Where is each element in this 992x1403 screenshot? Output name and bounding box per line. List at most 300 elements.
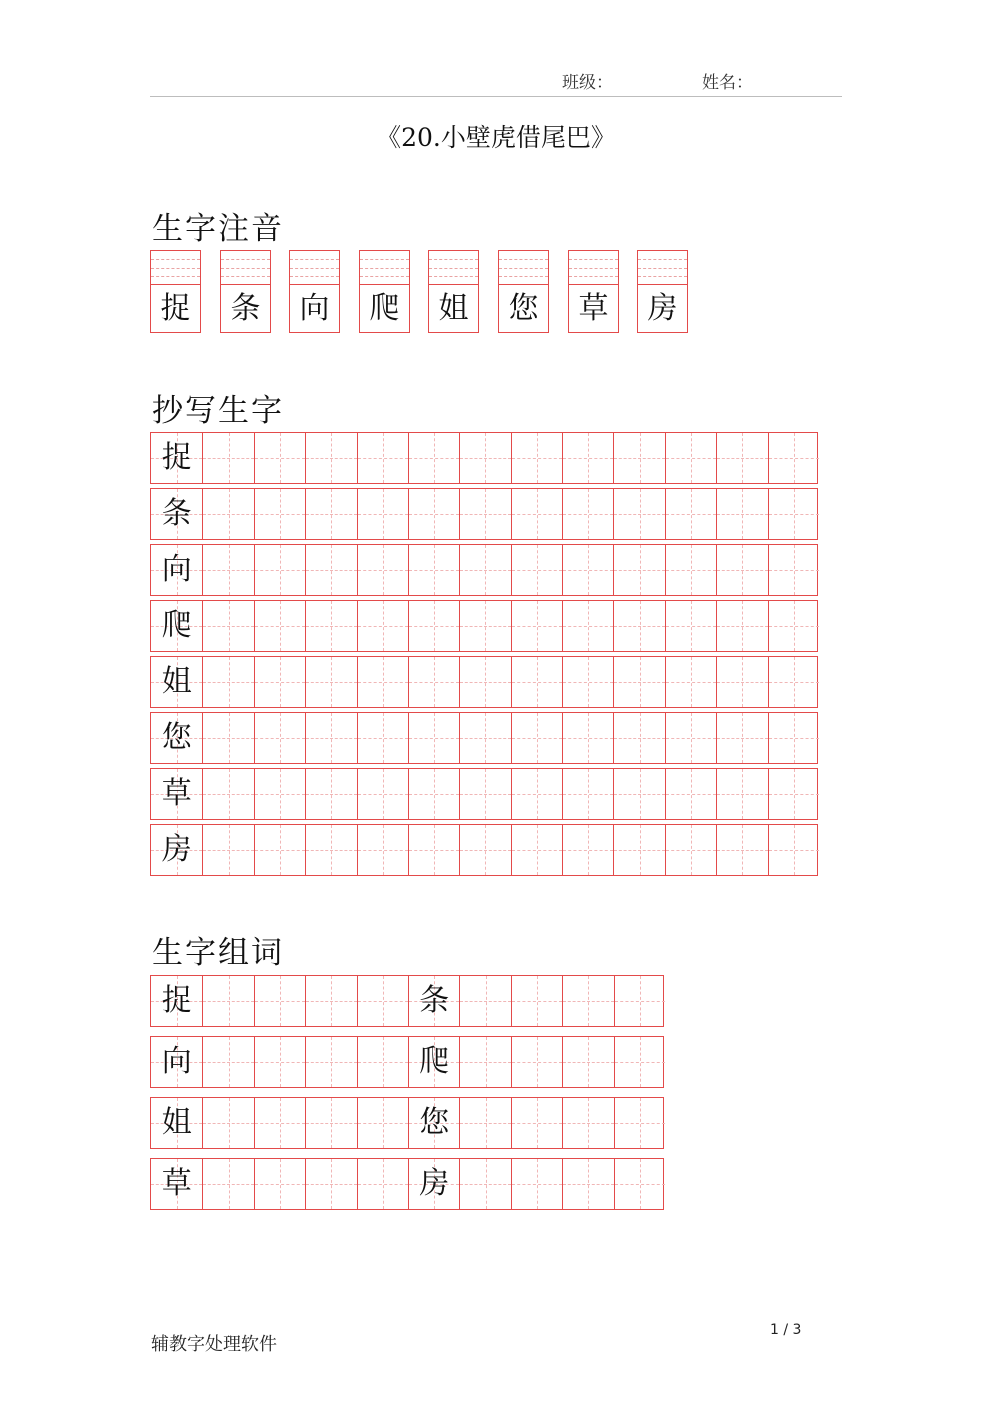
grid-cell[interactable] [151, 433, 202, 483]
grid-cell[interactable] [768, 489, 819, 539]
cell-guide-horizontal [614, 850, 664, 851]
cell-guide-horizontal [769, 682, 819, 683]
cell-guide-horizontal [306, 1184, 356, 1185]
cell-guide-horizontal [512, 570, 562, 571]
grid-cell[interactable] [202, 976, 253, 1026]
cell-guide-horizontal [614, 570, 664, 571]
grid-cell[interactable] [459, 601, 510, 651]
cell-guide-horizontal [255, 1001, 305, 1002]
cell-guide-horizontal [614, 794, 664, 795]
grid-cell[interactable] [305, 713, 356, 763]
cell-guide-horizontal [203, 1184, 253, 1185]
grid-cell[interactable] [613, 769, 664, 819]
model-character: 房 [161, 832, 192, 867]
grid-cell[interactable] [613, 433, 664, 483]
pinyin-box[interactable] [498, 250, 549, 333]
model-character: 向 [161, 552, 192, 587]
cell-guide-horizontal [512, 682, 562, 683]
grid-cell[interactable] [665, 601, 716, 651]
grid-row [150, 600, 818, 652]
cell-guide-horizontal [358, 1062, 408, 1063]
cell-guide-horizontal [306, 794, 356, 795]
cell-guide-horizontal [255, 458, 305, 459]
grid-cell[interactable] [459, 489, 510, 539]
pinyin-guide-line [221, 268, 270, 269]
cell-guide-horizontal [255, 626, 305, 627]
header-divider [150, 96, 842, 97]
grid-cell[interactable] [459, 1098, 510, 1148]
section-title-pinyin: 生字注音 [152, 211, 284, 247]
grid-cell[interactable] [562, 825, 613, 875]
grid-cell[interactable] [614, 976, 665, 1026]
pinyin-box[interactable] [289, 250, 340, 333]
grid-cell[interactable] [511, 713, 562, 763]
grid-cell[interactable] [562, 976, 613, 1026]
cell-guide-horizontal [203, 850, 253, 851]
pinyin-guide-line [151, 268, 200, 269]
grid-cell[interactable] [202, 545, 253, 595]
model-character: 捉 [161, 983, 192, 1018]
grid-cell[interactable] [511, 489, 562, 539]
grid-cell[interactable] [768, 769, 819, 819]
pinyin-guide-line [638, 268, 687, 269]
grid-cell[interactable] [459, 976, 510, 1026]
cell-guide-horizontal [203, 794, 253, 795]
grid-cell[interactable] [254, 1159, 305, 1209]
grid-row [150, 712, 818, 764]
cell-guide-horizontal [512, 850, 562, 851]
cell-guide-horizontal [358, 850, 408, 851]
cell-guide-horizontal [666, 738, 716, 739]
cell-guide-horizontal [409, 514, 459, 515]
grid-cell[interactable] [408, 825, 459, 875]
grid-cell[interactable] [254, 657, 305, 707]
cell-guide-horizontal [563, 458, 613, 459]
grid-cell[interactable] [511, 1159, 562, 1209]
grid-row [150, 1036, 664, 1088]
grid-cell[interactable] [408, 545, 459, 595]
grid-cell[interactable] [305, 769, 356, 819]
pinyin-guide-line [360, 259, 409, 260]
grid-cell[interactable] [562, 601, 613, 651]
pinyin-character: 条 [230, 291, 261, 326]
grid-row [150, 975, 664, 1027]
cell-guide-horizontal [203, 458, 253, 459]
cell-guide-horizontal [769, 514, 819, 515]
cell-guide-horizontal [358, 626, 408, 627]
pinyin-guide-line [429, 268, 478, 269]
cell-guide-horizontal [615, 1184, 665, 1185]
grid-cell[interactable] [459, 545, 510, 595]
grid-cell[interactable] [408, 1098, 459, 1148]
grid-cell[interactable] [305, 433, 356, 483]
cell-guide-horizontal [666, 570, 716, 571]
grid-cell[interactable] [151, 1037, 202, 1087]
grid-cell[interactable] [562, 1037, 613, 1087]
grid-cell[interactable] [408, 1159, 459, 1209]
grid-cell[interactable] [613, 713, 664, 763]
grid-cell[interactable] [305, 1098, 356, 1148]
pinyin-guide-line [290, 276, 339, 277]
grid-cell[interactable] [357, 489, 408, 539]
cell-guide-horizontal [460, 1123, 510, 1124]
pinyin-box[interactable] [359, 250, 410, 333]
pinyin-character: 姐 [438, 291, 469, 326]
grid-cell[interactable] [716, 545, 767, 595]
grid-cell[interactable] [408, 1037, 459, 1087]
grid-cell[interactable] [357, 713, 408, 763]
pinyin-guide-line [360, 276, 409, 277]
grid-cell[interactable] [254, 601, 305, 651]
grid-cell[interactable] [562, 489, 613, 539]
grid-cell[interactable] [614, 1098, 665, 1148]
grid-cell[interactable] [357, 433, 408, 483]
pinyin-guide-line [569, 259, 618, 260]
grid-cell[interactable] [459, 1037, 510, 1087]
pinyin-guide-line [360, 268, 409, 269]
pinyin-guide-line [429, 259, 478, 260]
grid-cell[interactable] [408, 976, 459, 1026]
cell-guide-horizontal [460, 1062, 510, 1063]
cell-guide-horizontal [460, 570, 510, 571]
cell-guide-horizontal [563, 738, 613, 739]
cell-guide-horizontal [769, 738, 819, 739]
cell-guide-horizontal [717, 514, 767, 515]
cell-guide-horizontal [409, 738, 459, 739]
cell-guide-horizontal [306, 850, 356, 851]
grid-cell[interactable] [562, 433, 613, 483]
grid-cell[interactable] [202, 769, 253, 819]
pinyin-guide-line [638, 276, 687, 277]
grid-cell[interactable] [151, 545, 202, 595]
cell-guide-horizontal [409, 682, 459, 683]
grid-cell[interactable] [716, 769, 767, 819]
grid-cell[interactable] [716, 433, 767, 483]
cell-guide-horizontal [512, 514, 562, 515]
grid-cell[interactable] [254, 825, 305, 875]
pinyin-box[interactable] [637, 250, 688, 333]
cell-guide-horizontal [769, 458, 819, 459]
grid-cell[interactable] [254, 489, 305, 539]
cell-guide-horizontal [666, 514, 716, 515]
grid-cell[interactable] [357, 1037, 408, 1087]
cell-guide-horizontal [460, 514, 510, 515]
cell-guide-horizontal [666, 626, 716, 627]
grid-cell[interactable] [562, 1098, 613, 1148]
cell-guide-horizontal [255, 794, 305, 795]
grid-cell[interactable] [254, 433, 305, 483]
grid-cell[interactable] [511, 1098, 562, 1148]
grid-cell[interactable] [716, 825, 767, 875]
model-character: 草 [161, 776, 192, 811]
grid-row [150, 768, 818, 820]
model-character: 您 [419, 1105, 450, 1140]
grid-cell[interactable] [357, 1159, 408, 1209]
grid-cell[interactable] [768, 545, 819, 595]
page-number: 1 / 3 [770, 1322, 802, 1338]
grid-cell[interactable] [562, 545, 613, 595]
cell-guide-horizontal [460, 626, 510, 627]
cell-guide-horizontal [409, 794, 459, 795]
pinyin-box[interactable] [428, 250, 479, 333]
cell-guide-horizontal [460, 682, 510, 683]
grid-cell[interactable] [151, 1098, 202, 1148]
grid-cell[interactable] [357, 601, 408, 651]
grid-cell[interactable] [151, 1159, 202, 1209]
cell-guide-horizontal [614, 682, 664, 683]
grid-cell[interactable] [665, 769, 716, 819]
grid-cell[interactable] [613, 545, 664, 595]
grid-cell[interactable] [511, 601, 562, 651]
cell-guide-horizontal [512, 1062, 562, 1063]
grid-cell[interactable] [254, 1098, 305, 1148]
pinyin-guide-line [638, 259, 687, 260]
pinyin-character: 草 [578, 291, 609, 326]
cell-guide-horizontal [203, 514, 253, 515]
grid-cell[interactable] [357, 1098, 408, 1148]
cell-guide-horizontal [563, 1184, 613, 1185]
pinyin-guide-line [569, 276, 618, 277]
grid-cell[interactable] [408, 769, 459, 819]
grid-cell[interactable] [768, 713, 819, 763]
grid-cell[interactable] [613, 601, 664, 651]
cell-guide-horizontal [666, 458, 716, 459]
cell-guide-horizontal [512, 458, 562, 459]
cell-guide-horizontal [563, 514, 613, 515]
cell-guide-horizontal [717, 626, 767, 627]
grid-cell[interactable] [202, 601, 253, 651]
cell-guide-horizontal [769, 850, 819, 851]
grid-cell[interactable] [459, 713, 510, 763]
model-character: 草 [161, 1166, 192, 1201]
cell-guide-horizontal [512, 626, 562, 627]
cell-guide-horizontal [717, 682, 767, 683]
grid-row [150, 544, 818, 596]
name-label: 姓名： [702, 73, 753, 93]
cell-guide-horizontal [563, 570, 613, 571]
cell-guide-horizontal [614, 458, 664, 459]
grid-cell[interactable] [768, 601, 819, 651]
model-character: 爬 [161, 608, 192, 643]
grid-cell[interactable] [716, 601, 767, 651]
grid-cell[interactable] [305, 489, 356, 539]
grid-cell[interactable] [613, 825, 664, 875]
model-character: 捉 [161, 440, 192, 475]
grid-cell[interactable] [665, 657, 716, 707]
grid-cell[interactable] [768, 825, 819, 875]
grid-cell[interactable] [357, 545, 408, 595]
grid-cell[interactable] [305, 1037, 356, 1087]
grid-cell[interactable] [202, 433, 253, 483]
grid-cell[interactable] [459, 1159, 510, 1209]
grid-cell[interactable] [459, 657, 510, 707]
grid-cell[interactable] [202, 1159, 253, 1209]
grid-cell[interactable] [665, 433, 716, 483]
grid-cell[interactable] [202, 657, 253, 707]
grid-row [150, 656, 818, 708]
pinyin-guide-line [429, 276, 478, 277]
grid-cell[interactable] [408, 601, 459, 651]
cell-guide-horizontal [306, 1001, 356, 1002]
footer-software-name: 辅教字处理软件 [151, 1334, 277, 1355]
grid-cell[interactable] [305, 825, 356, 875]
grid-row [150, 1097, 664, 1149]
grid-cell[interactable] [459, 433, 510, 483]
cell-guide-horizontal [615, 1062, 665, 1063]
grid-cell[interactable] [305, 657, 356, 707]
grid-cell[interactable] [511, 825, 562, 875]
cell-guide-horizontal [460, 850, 510, 851]
cell-guide-horizontal [306, 682, 356, 683]
grid-cell[interactable] [613, 657, 664, 707]
grid-cell[interactable] [357, 825, 408, 875]
grid-cell[interactable] [254, 769, 305, 819]
cell-guide-horizontal [255, 682, 305, 683]
cell-guide-horizontal [666, 794, 716, 795]
cell-guide-horizontal [306, 1123, 356, 1124]
cell-guide-horizontal [769, 570, 819, 571]
grid-row [150, 432, 818, 484]
grid-cell[interactable] [511, 545, 562, 595]
cell-guide-horizontal [614, 738, 664, 739]
grid-cell[interactable] [408, 713, 459, 763]
cell-guide-horizontal [666, 682, 716, 683]
grid-cell[interactable] [511, 769, 562, 819]
cell-guide-horizontal [358, 682, 408, 683]
grid-cell[interactable] [151, 976, 202, 1026]
cell-guide-horizontal [255, 738, 305, 739]
grid-cell[interactable] [357, 657, 408, 707]
pinyin-guide-line [221, 276, 270, 277]
grid-cell[interactable] [511, 1037, 562, 1087]
cell-guide-horizontal [409, 626, 459, 627]
cell-guide-horizontal [563, 794, 613, 795]
grid-cell[interactable] [459, 825, 510, 875]
cell-guide-horizontal [203, 738, 253, 739]
cell-guide-horizontal [460, 1184, 510, 1185]
class-label: 班级： [562, 73, 613, 93]
grid-cell[interactable] [768, 657, 819, 707]
pinyin-character: 捉 [160, 291, 191, 326]
cell-guide-horizontal [512, 794, 562, 795]
grid-cell[interactable] [665, 489, 716, 539]
pinyin-box[interactable] [220, 250, 271, 333]
grid-cell[interactable] [511, 433, 562, 483]
grid-cell[interactable] [357, 769, 408, 819]
grid-cell[interactable] [562, 713, 613, 763]
grid-cell[interactable] [305, 545, 356, 595]
grid-cell[interactable] [511, 976, 562, 1026]
cell-guide-horizontal [255, 850, 305, 851]
grid-cell[interactable] [614, 1159, 665, 1209]
grid-cell[interactable] [511, 657, 562, 707]
cell-guide-horizontal [255, 570, 305, 571]
grid-cell[interactable] [254, 976, 305, 1026]
grid-cell[interactable] [254, 1037, 305, 1087]
grid-cell[interactable] [562, 1159, 613, 1209]
cell-guide-horizontal [563, 1062, 613, 1063]
section-title-words: 生字组词 [152, 935, 284, 971]
cell-guide-horizontal [512, 1123, 562, 1124]
grid-cell[interactable] [305, 601, 356, 651]
grid-cell[interactable] [202, 1098, 253, 1148]
cell-guide-horizontal [358, 514, 408, 515]
pinyin-character: 向 [299, 291, 330, 326]
grid-cell[interactable] [202, 825, 253, 875]
cell-guide-horizontal [563, 626, 613, 627]
grid-cell[interactable] [716, 657, 767, 707]
grid-cell[interactable] [151, 657, 202, 707]
grid-cell[interactable] [716, 713, 767, 763]
grid-cell[interactable] [202, 489, 253, 539]
pinyin-box[interactable] [150, 250, 201, 333]
grid-cell[interactable] [151, 713, 202, 763]
cell-guide-horizontal [203, 1123, 253, 1124]
grid-cell[interactable] [716, 489, 767, 539]
grid-cell[interactable] [305, 976, 356, 1026]
cell-guide-horizontal [409, 850, 459, 851]
grid-cell[interactable] [665, 713, 716, 763]
grid-cell[interactable] [408, 489, 459, 539]
grid-cell[interactable] [202, 713, 253, 763]
pinyin-box[interactable] [568, 250, 619, 333]
grid-cell[interactable] [408, 657, 459, 707]
grid-cell[interactable] [305, 1159, 356, 1209]
pinyin-character: 房 [647, 291, 678, 326]
cell-guide-horizontal [306, 458, 356, 459]
grid-cell[interactable] [562, 769, 613, 819]
cell-guide-horizontal [615, 1123, 665, 1124]
pinyin-guide-line [499, 276, 548, 277]
model-character: 房 [419, 1166, 450, 1201]
cell-guide-horizontal [203, 1001, 253, 1002]
model-character: 条 [419, 983, 450, 1018]
grid-cell[interactable] [254, 713, 305, 763]
cell-guide-horizontal [409, 458, 459, 459]
cell-guide-horizontal [203, 682, 253, 683]
grid-cell[interactable] [151, 769, 202, 819]
grid-cell[interactable] [459, 769, 510, 819]
grid-cell[interactable] [768, 433, 819, 483]
pinyin-guide-line [151, 276, 200, 277]
grid-cell[interactable] [151, 489, 202, 539]
cell-guide-horizontal [460, 738, 510, 739]
grid-cell[interactable] [562, 657, 613, 707]
grid-cell[interactable] [151, 601, 202, 651]
cell-guide-horizontal [306, 1062, 356, 1063]
grid-cell[interactable] [408, 433, 459, 483]
cell-guide-horizontal [460, 1001, 510, 1002]
cell-guide-horizontal [563, 850, 613, 851]
grid-cell[interactable] [202, 1037, 253, 1087]
grid-cell[interactable] [254, 545, 305, 595]
cell-guide-horizontal [203, 570, 253, 571]
grid-cell[interactable] [357, 976, 408, 1026]
pinyin-guide-line [151, 259, 200, 260]
pinyin-guide-line [499, 259, 548, 260]
model-character: 条 [161, 496, 192, 531]
grid-cell[interactable] [614, 1037, 665, 1087]
pinyin-guide-line [569, 268, 618, 269]
cell-guide-horizontal [563, 1123, 613, 1124]
cell-guide-horizontal [203, 1062, 253, 1063]
grid-cell[interactable] [151, 825, 202, 875]
grid-cell[interactable] [613, 489, 664, 539]
grid-cell[interactable] [665, 825, 716, 875]
cell-guide-horizontal [769, 794, 819, 795]
grid-cell[interactable] [665, 545, 716, 595]
cell-guide-horizontal [769, 626, 819, 627]
